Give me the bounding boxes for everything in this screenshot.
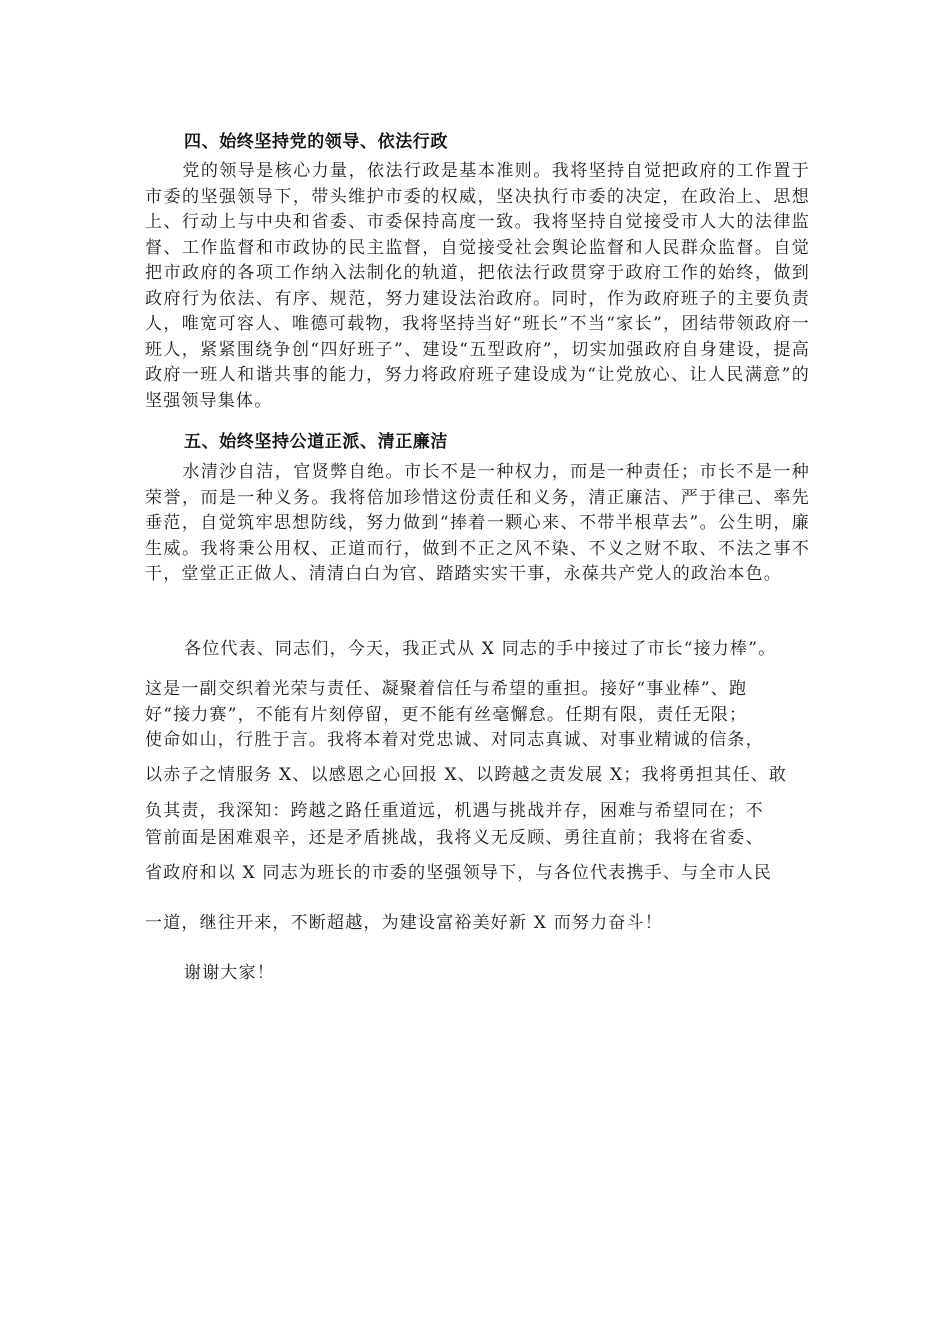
section-body-5: 水清沙自洁，官贤弊自绝。市长不是一种权力，而是一种责任；市长不是一种荣誉，而是一种义务。我将倍加珍惜这份责任和义务，清正廉洁、严于律己、率先垂范，自觉筑牢思想防线，努力做到“捧着一颗心来、不带半根草去”。公生明，廉生威。我将秉公用权、正道而行，做到不正之风不染、不义之财不取、不法之事不干，堂堂正正做人、清清白白为官、踏踏实实干事，永葆共产党人的政治本色。	[145, 462, 810, 584]
closing-line-8: 省政府和以 X 同志为班长的市委的坚强领导下，与各位代表携手、与全市人民	[145, 863, 773, 883]
closing-line-9: 一道，继往开来，不断超越，为建设富裕美好新 X 而努力奋斗！	[145, 913, 663, 933]
closing-line-3: 好“接力赛”，不能有片刻停留，更不能有丝毫懈怠。任期有限，责任无限；	[145, 705, 748, 725]
section-body-4: 党的领导是核心力量，依法行政是基本准则。我将坚持自觉把政府的工作置于市委的坚强领导下，带头维护市委的权威，坚决执行市委的决定，在政治上、思想上、行动上与中央和省委、市委保持高度一致。我将坚持自觉接受市人大的法律监督、工作监督和市政协的民主监督，自觉接受社会舆论监督和人民群众监督。自觉把市政府的各项工作纳入法制化的轨道，把依法行政贯穿于政府工作的始终，做到政府行为依法、有序、规范，努力建设法治政府。同时，作为政府班子的主要负责人，唯宽可容人、唯德可载物，我将坚持当好“班长”不当“家长”，团结带领政府一班人，紧紧围绕争创“四好班子”、建设“五型政府”，切实加强政府自身建设，提高政府一班人和谐共事的能力，努力将政府班子建设成为“让党放心、让人民满意”的坚强领导集体。	[145, 161, 810, 411]
closing-thanks: 谢谢大家！	[184, 963, 275, 983]
section-heading-5: 五、始终坚持公道正派、清正廉洁	[184, 432, 448, 452]
closing-line-6: 负其责，我深知：跨越之路任重道远，机遇与挑战并存，困难与希望同在；不	[145, 801, 764, 821]
closing-line-7: 管前面是困难艰辛，还是矛盾挑战，我将义无反顾、勇往直前；我将在省委、	[145, 828, 764, 848]
closing-line-2: 这是一副交织着光荣与责任、凝聚着信任与希望的重担。接好“事业棒”、跑	[145, 679, 748, 699]
closing-line-4: 使命如山，行胜于言。我将本着对党忠诚、对同志真诚、对事业精诚的信条，	[145, 730, 764, 750]
closing-line-1: 各位代表、同志们，今天，我正式从 X 同志的手中接过了市长“接力棒”。	[184, 639, 777, 659]
section-heading-4: 四、始终坚持党的领导、依法行政	[184, 132, 448, 152]
closing-line-5: 以赤子之情服务 X、以感恩之心回报 X、以跨越之责发展 X；我将勇担其任、敢	[145, 765, 788, 785]
